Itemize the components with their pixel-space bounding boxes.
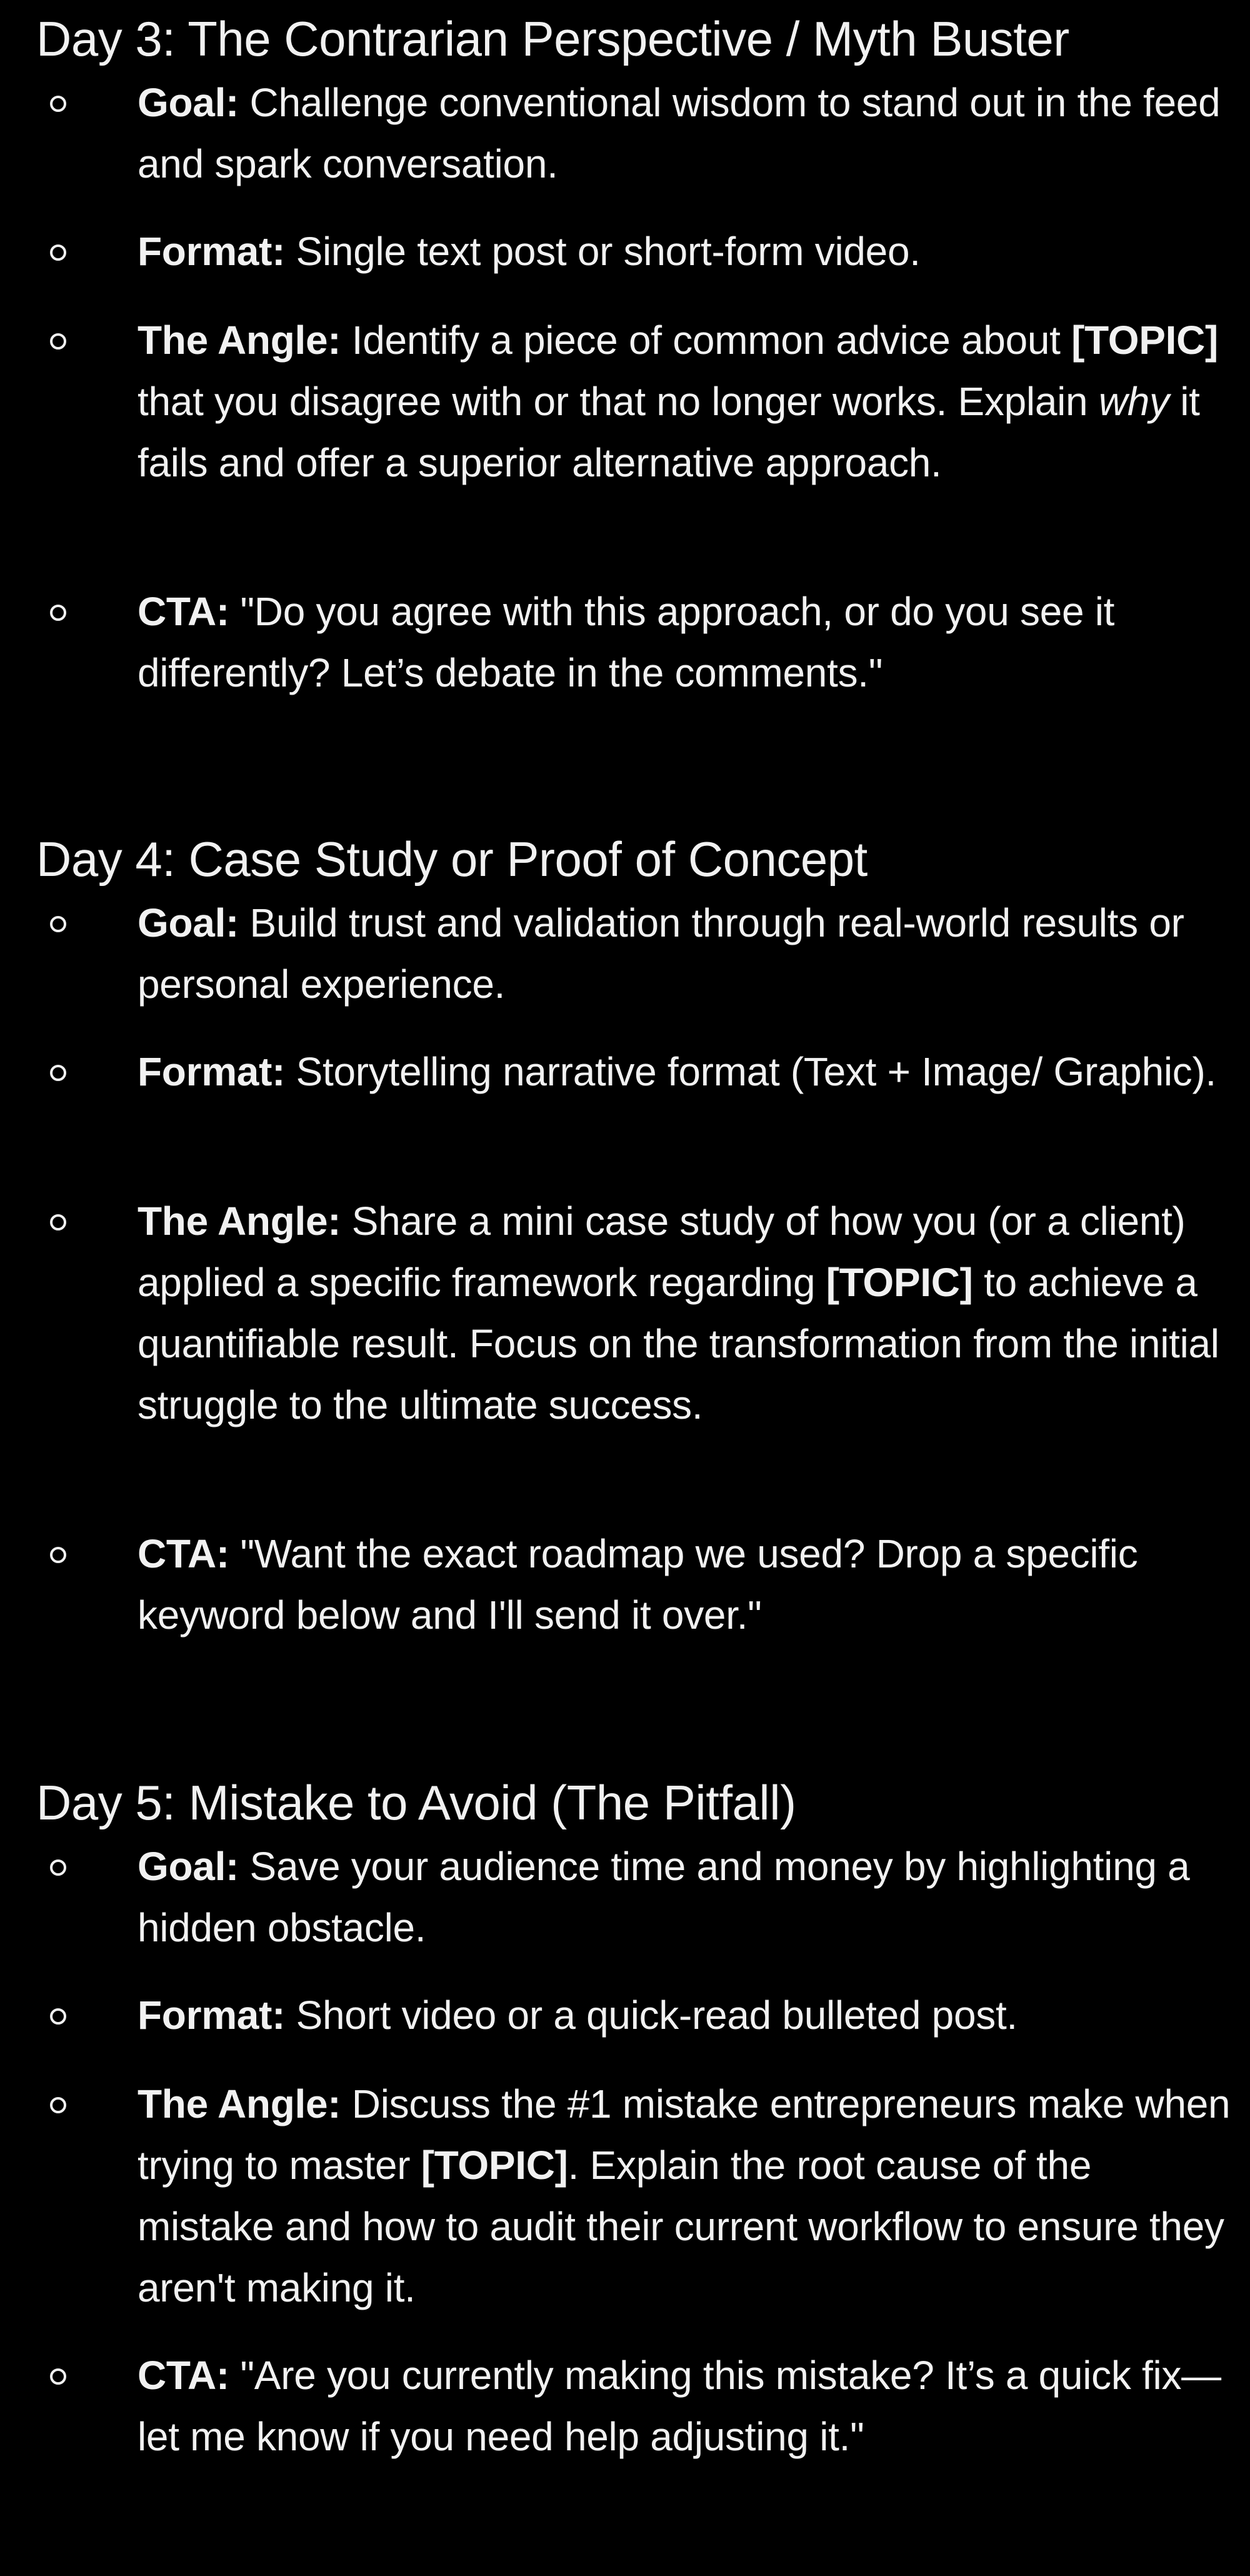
hollow-circle-bullet-icon <box>50 244 66 261</box>
format-label: Format: <box>138 1049 286 1094</box>
day-5-heading: Day 5: Mistake to Avoid (The Pitfall) <box>36 1775 796 1830</box>
angle-label: The Angle: <box>138 1199 341 1244</box>
day-3-goal-item <box>36 72 1231 194</box>
hollow-circle-bullet-icon <box>50 916 66 932</box>
hollow-circle-bullet-icon <box>50 1065 66 1081</box>
day-4-format-item <box>36 1041 1231 1102</box>
day-3-cta-item <box>36 581 1231 703</box>
goal-label: Goal: <box>138 900 239 945</box>
hollow-circle-bullet-icon <box>50 2368 66 2385</box>
hollow-circle-bullet-icon <box>50 96 66 112</box>
format-text: Storytelling narrative format (Text + Image/ Graphic). <box>285 1049 1216 1094</box>
day-4-section <box>36 828 1224 1638</box>
hollow-circle-bullet-icon <box>50 2097 66 2113</box>
hollow-circle-bullet-icon <box>50 1214 66 1230</box>
day-3-heading: Day 3: The Contrarian Perspective / Myth Buster <box>36 11 1069 66</box>
angle-text: . Explain the root cause of the mistake and how to audit their current workflow to ensure they aren't making it. <box>138 2143 1224 2310</box>
day-5-cta-item <box>36 2345 1231 2467</box>
cta-text: "Do you agree with this approach, or do you see it differently? Let’s debate in the comments." <box>138 589 1115 695</box>
topic-placeholder: [TOPIC] <box>1071 318 1219 363</box>
hollow-circle-bullet-icon <box>50 333 66 350</box>
day-3-angle-item <box>36 309 1231 493</box>
goal-text: Save your audience time and money by highlighting a hidden obstacle. <box>138 1844 1190 1950</box>
day-4-cta-item <box>36 1523 1231 1646</box>
cta-label: CTA: <box>138 1531 229 1576</box>
angle-text: Identify a piece of common advice about <box>341 318 1072 363</box>
hollow-circle-bullet-icon <box>50 605 66 621</box>
hollow-circle-bullet-icon <box>50 1547 66 1563</box>
day-5-section <box>36 1772 1231 2459</box>
day-4-heading: Day 4: Case Study or Proof of Concept <box>36 832 868 887</box>
angle-text: to achieve a quantifiable result. Focus on the transformation from the initial struggle to the ultimate success. <box>138 1260 1219 1427</box>
angle-text: it fails and offer a superior alternative approach. <box>138 379 1200 485</box>
angle-text: that you disagree with or that no longer works. Explain <box>138 379 1099 424</box>
format-text: Short video or a quick-read bulleted post. <box>285 1993 1018 2038</box>
day-5-goal-item <box>36 1836 1231 1958</box>
format-label: Format: <box>138 1993 286 2038</box>
format-label: Format: <box>138 229 286 274</box>
topic-placeholder: [TOPIC] <box>826 1260 973 1305</box>
angle-label: The Angle: <box>138 2081 341 2126</box>
day-5-format-item <box>36 1985 1231 2046</box>
day-3-section <box>36 8 1224 695</box>
day-4-angle-item <box>36 1190 1231 1436</box>
cta-label: CTA: <box>138 589 229 634</box>
angle-text: Discuss the #1 mistake entrepreneurs make when trying to master <box>138 2081 1231 2188</box>
angle-label: The Angle: <box>138 318 341 363</box>
angle-text: Share a mini case study of how you (or a client) applied a specific framework regarding <box>138 1199 1186 1305</box>
hollow-circle-bullet-icon <box>50 1859 66 1876</box>
emphasis-text: why <box>1098 379 1169 424</box>
cta-text: "Want the exact roadmap we used? Drop a specific keyword below and I'll send it over." <box>138 1531 1138 1638</box>
hollow-circle-bullet-icon <box>50 2008 66 2025</box>
day-5-angle-item <box>36 2073 1231 2318</box>
goal-text: Challenge conventional wisdom to stand out in the feed and spark conversation. <box>138 80 1221 186</box>
format-text: Single text post or short-form video. <box>285 229 921 274</box>
goal-label: Goal: <box>138 1844 239 1889</box>
day-4-goal-item <box>36 892 1231 1015</box>
day-3-format-item <box>36 221 1231 282</box>
goal-text: Build trust and validation through real-world results or personal experience. <box>138 900 1184 1007</box>
cta-text: "Are you currently making this mistake? It’s a quick fix—let me know if you need help adjusting it." <box>138 2353 1221 2459</box>
topic-placeholder: [TOPIC] <box>421 2143 568 2188</box>
cta-label: CTA: <box>138 2353 229 2398</box>
goal-label: Goal: <box>138 80 239 125</box>
